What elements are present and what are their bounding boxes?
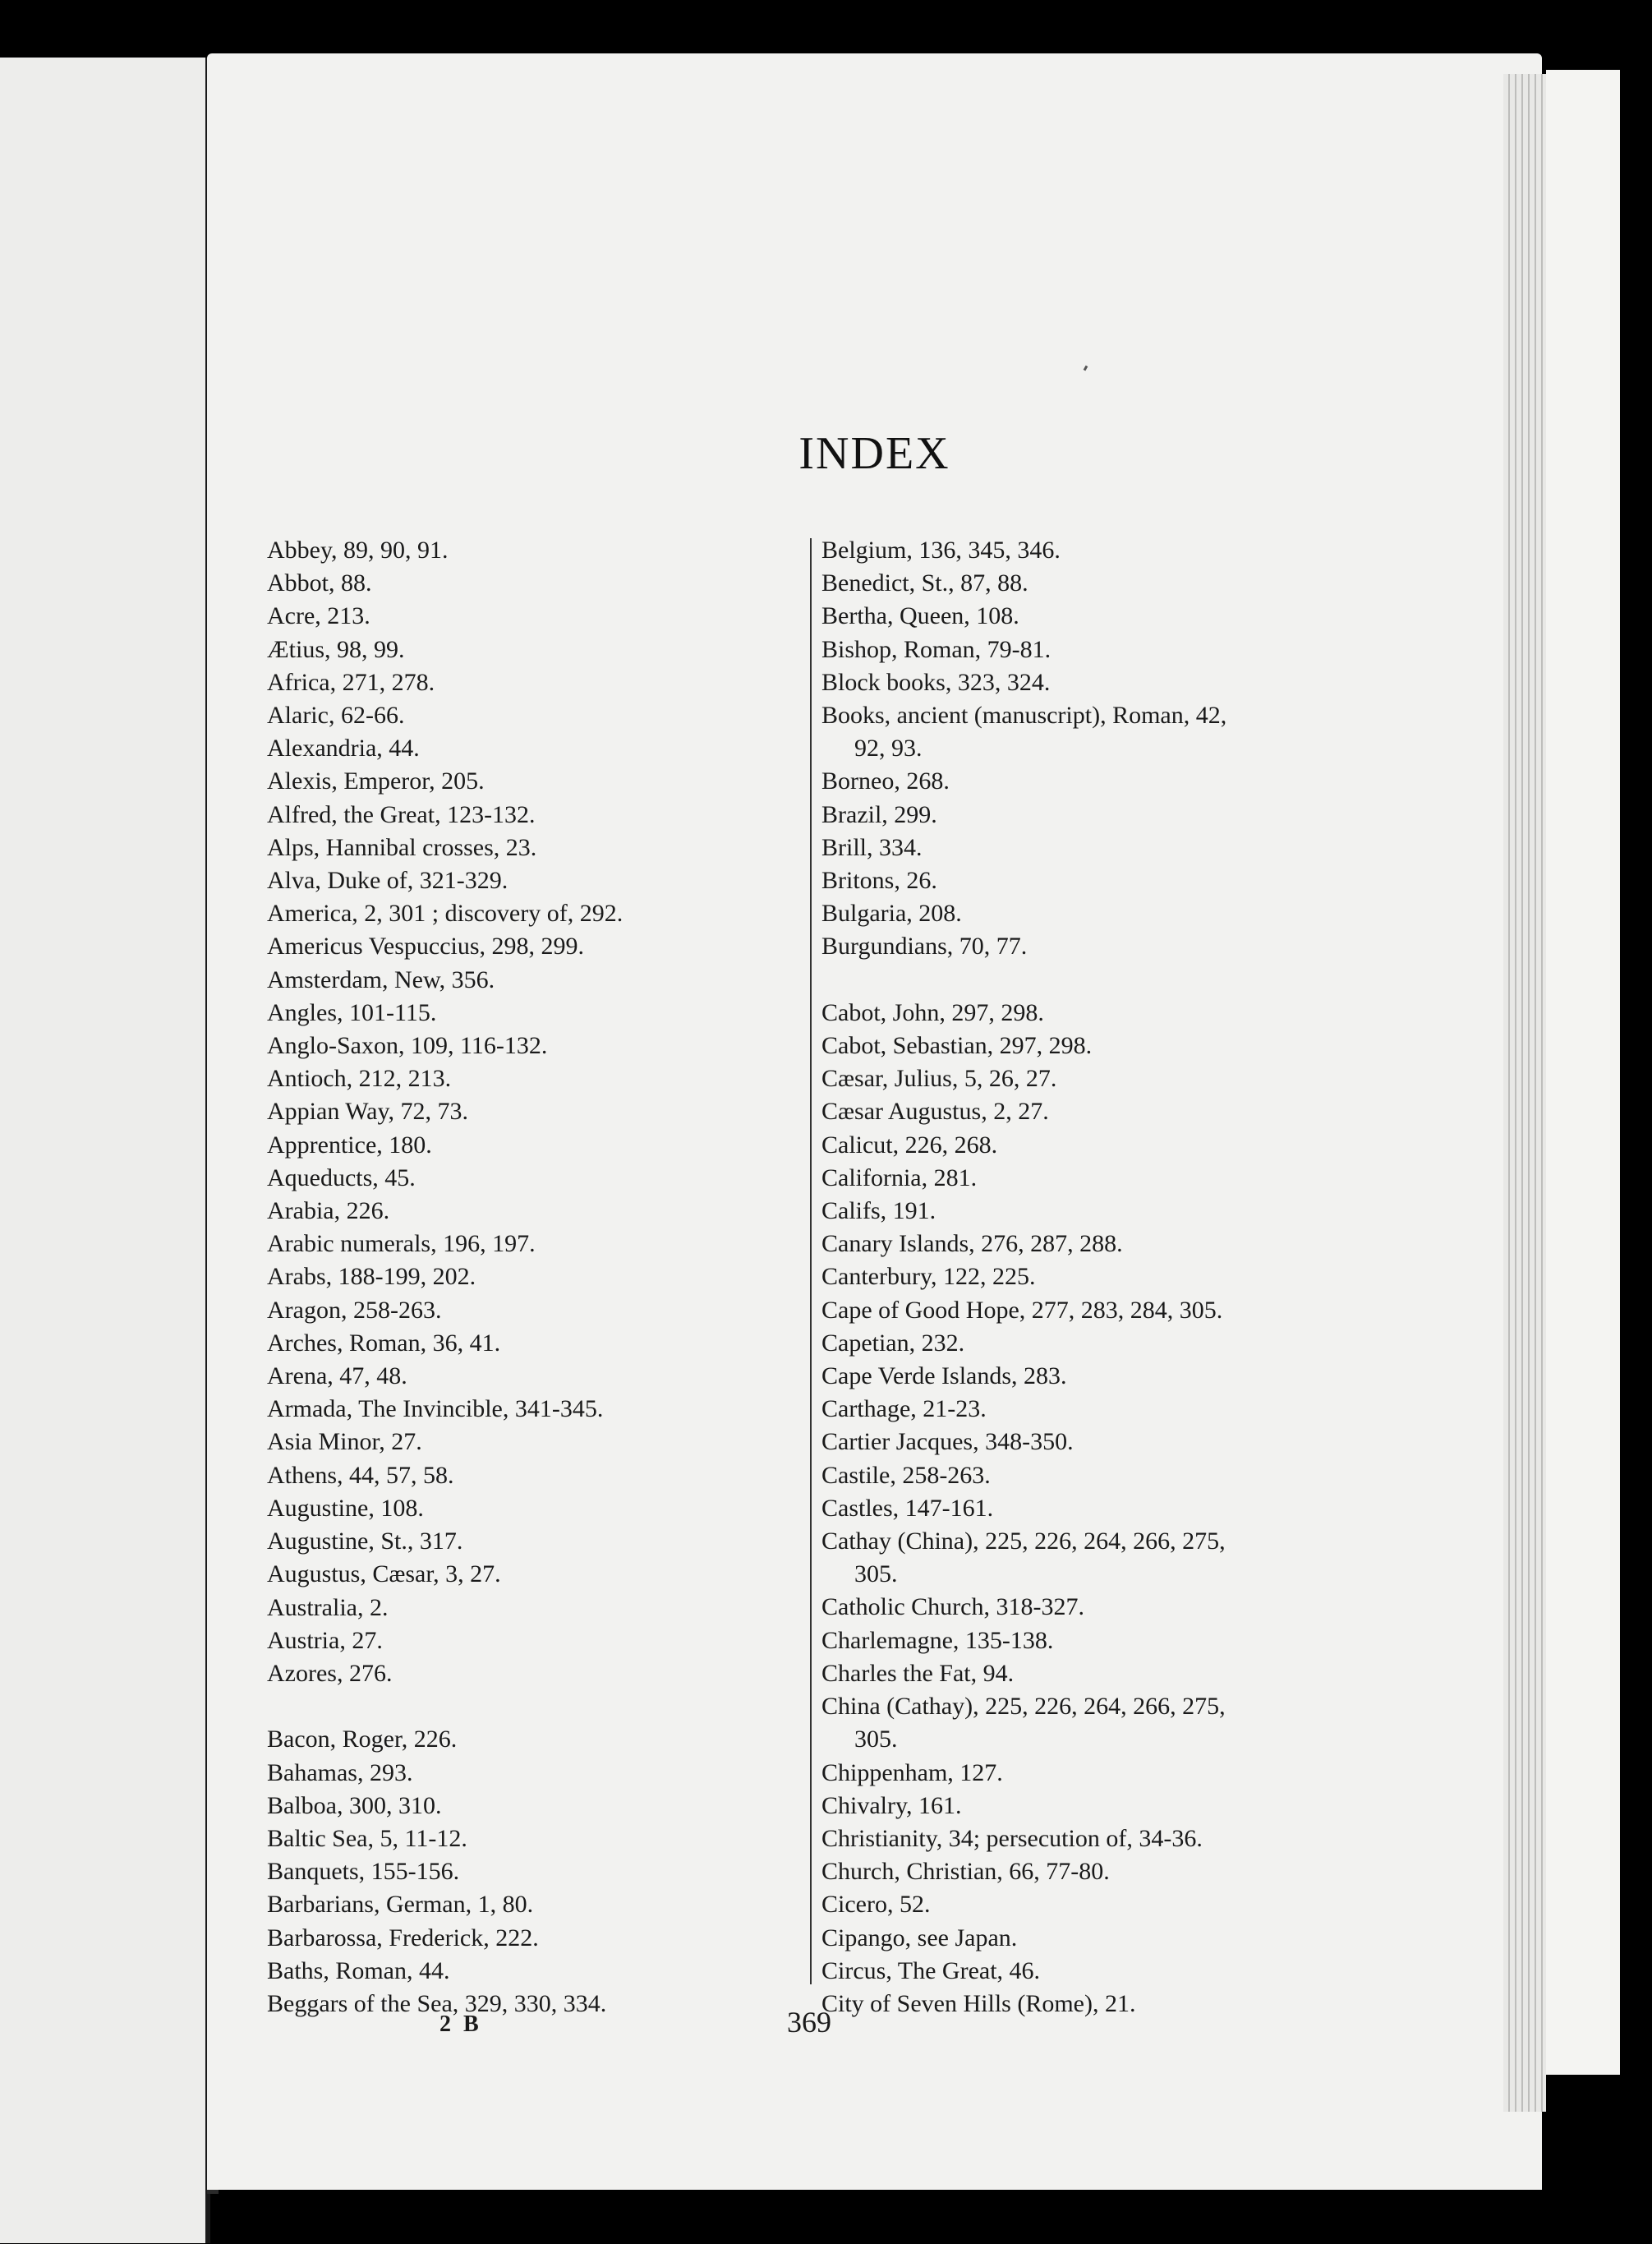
index-entry: Cathay (China), 225, 226, 264, 266, 275, bbox=[821, 1527, 1226, 1555]
index-entry-continuation: 305. bbox=[854, 1560, 898, 1588]
back-cover-edge bbox=[1546, 70, 1620, 2075]
index-entry: Castile, 258-263. bbox=[821, 1461, 991, 1489]
index-entry: Bishop, Roman, 79-81. bbox=[821, 635, 1051, 663]
index-entry: Arabic numerals, 196, 197. bbox=[267, 1230, 536, 1258]
column-divider bbox=[810, 538, 812, 1984]
index-entry: Baths, Roman, 44. bbox=[267, 1956, 450, 1984]
index-entry: Augustine, St., 317. bbox=[267, 1527, 463, 1555]
index-entry: Aragon, 258-263. bbox=[267, 1296, 442, 1324]
index-entry: Aqueducts, 45. bbox=[267, 1163, 416, 1191]
index-entry: Burgundians, 70, 77. bbox=[821, 933, 1028, 961]
index-entry: Califs, 191. bbox=[821, 1197, 936, 1225]
index-entry: Cape of Good Hope, 277, 283, 284, 305. bbox=[821, 1296, 1223, 1324]
facing-page-edge bbox=[0, 58, 210, 2243]
index-entry: Cabot, Sebastian, 297, 298. bbox=[821, 1032, 1093, 1060]
index-column-left bbox=[267, 534, 785, 2021]
index-entry: Alva, Duke of, 321-329. bbox=[267, 867, 508, 895]
index-entry: Brill, 334. bbox=[821, 833, 923, 861]
index-entry: Chippenham, 127. bbox=[821, 1758, 1003, 1786]
index-entry: Arabs, 188-199, 202. bbox=[267, 1263, 476, 1291]
index-entry-continuation: 92, 93. bbox=[854, 735, 923, 763]
index-entry: Barbarians, German, 1, 80. bbox=[267, 1891, 534, 1919]
index-entry: Ætius, 98, 99. bbox=[267, 635, 405, 663]
index-entry: Chivalry, 161. bbox=[821, 1791, 962, 1819]
index-entry: Athens, 44, 57, 58. bbox=[267, 1461, 454, 1489]
index-entry: Cæsar, Julius, 5, 26, 27. bbox=[821, 1065, 1057, 1093]
index-entry: Alaric, 62-66. bbox=[267, 702, 405, 730]
index-entry: Church, Christian, 66, 77-80. bbox=[821, 1858, 1110, 1886]
index-entry: Cabot, John, 297, 298. bbox=[821, 998, 1044, 1026]
index-entry: Asia Minor, 27. bbox=[267, 1428, 422, 1456]
index-entry: Acre, 213. bbox=[267, 602, 370, 630]
index-entry: Angles, 101-115. bbox=[267, 998, 437, 1026]
index-entry: Carthage, 21-23. bbox=[821, 1395, 987, 1423]
index-entry: Cape Verde Islands, 283. bbox=[821, 1362, 1067, 1390]
index-entry: Austria, 27. bbox=[267, 1626, 383, 1654]
section-gap bbox=[821, 964, 1380, 997]
index-entry: California, 281. bbox=[821, 1163, 978, 1191]
index-entry: Abbey, 89, 90, 91. bbox=[267, 537, 449, 564]
index-entry: Balboa, 300, 310. bbox=[267, 1791, 442, 1819]
index-entry: Catholic Church, 318-327. bbox=[821, 1593, 1084, 1621]
index-entry: Britons, 26. bbox=[821, 867, 937, 895]
index-entry: Beggars of the Sea, 329, 330, 334. bbox=[267, 1989, 607, 2017]
index-entry: Africa, 271, 278. bbox=[267, 668, 435, 696]
index-column-right bbox=[821, 534, 1380, 2021]
index-entry: Benedict, St., 87, 88. bbox=[821, 569, 1028, 597]
index-entry: Cæsar Augustus, 2, 27. bbox=[821, 1098, 1049, 1126]
page-title: INDEX bbox=[798, 428, 950, 479]
index-entry: Bacon, Roger, 226. bbox=[267, 1726, 458, 1753]
index-entry: Appian Way, 72, 73. bbox=[267, 1098, 469, 1126]
page-stack-edges bbox=[1503, 74, 1546, 2112]
index-entry: Alexis, Emperor, 205. bbox=[267, 767, 485, 795]
index-entry: Cartier Jacques, 348-350. bbox=[821, 1428, 1074, 1456]
index-entry: Barbarossa, Frederick, 222. bbox=[267, 1924, 539, 1951]
index-entry: Charles the Fat, 94. bbox=[821, 1659, 1015, 1687]
index-entry: Apprentice, 180. bbox=[267, 1131, 432, 1159]
index-entry-continuation: 305. bbox=[854, 1726, 898, 1753]
signature-mark: 2 B bbox=[439, 2011, 482, 2037]
index-entry: City of Seven Hills (Rome), 21. bbox=[821, 1989, 1136, 2017]
index-entry: Belgium, 136, 345, 346. bbox=[821, 537, 1061, 564]
index-entry: Azores, 276. bbox=[267, 1659, 393, 1687]
index-entry: America, 2, 301 ; discovery of, 292. bbox=[267, 900, 624, 928]
index-entry: Americus Vespuccius, 298, 299. bbox=[267, 933, 585, 961]
index-entry: Cipango, see Japan. bbox=[821, 1924, 1018, 1951]
index-entry: Canary Islands, 276, 287, 288. bbox=[821, 1230, 1123, 1258]
index-entry: Alps, Hannibal crosses, 23. bbox=[267, 833, 537, 861]
index-entry: Alfred, the Great, 123-132. bbox=[267, 800, 536, 828]
index-entry: Books, ancient (manuscript), Roman, 42, bbox=[821, 702, 1227, 730]
index-entry: China (Cathay), 225, 226, 264, 266, 275, bbox=[821, 1693, 1226, 1721]
section-gap bbox=[267, 1690, 785, 1723]
index-entry: Bulgaria, 208. bbox=[821, 900, 962, 928]
index-entry: Armada, The Invincible, 341-345. bbox=[267, 1395, 604, 1423]
index-entry: Borneo, 268. bbox=[821, 767, 950, 795]
page-number: 369 bbox=[787, 2006, 831, 2039]
index-entry: Bahamas, 293. bbox=[267, 1758, 413, 1786]
index-entry: Christianity, 34; persecution of, 34-36. bbox=[821, 1824, 1203, 1852]
index-entry: Cicero, 52. bbox=[821, 1891, 931, 1919]
index-entry: Anglo-Saxon, 109, 116-132. bbox=[267, 1032, 548, 1060]
index-entry: Brazil, 299. bbox=[821, 800, 937, 828]
index-entry: Arabia, 226. bbox=[267, 1197, 390, 1225]
index-entry: Baltic Sea, 5, 11-12. bbox=[267, 1824, 467, 1852]
index-entry: Block books, 323, 324. bbox=[821, 668, 1051, 696]
index-entry: Alexandria, 44. bbox=[267, 735, 420, 763]
index-entry: Augustus, Cæsar, 3, 27. bbox=[267, 1560, 501, 1588]
index-entry: Amsterdam, New, 356. bbox=[267, 965, 495, 993]
index-entry: Calicut, 226, 268. bbox=[821, 1131, 998, 1159]
index-entry: Antioch, 212, 213. bbox=[267, 1065, 452, 1093]
index-entry: Abbot, 88. bbox=[267, 569, 372, 597]
index-entry: Augustine, 108. bbox=[267, 1494, 424, 1522]
index-entry: Australia, 2. bbox=[267, 1593, 389, 1621]
index-entry: Capetian, 232. bbox=[821, 1329, 965, 1357]
index-entry: Bertha, Queen, 108. bbox=[821, 602, 1019, 630]
index-entry: Arena, 47, 48. bbox=[267, 1362, 407, 1390]
index-entry: Arches, Roman, 36, 41. bbox=[267, 1329, 501, 1357]
index-entry: Castles, 147-161. bbox=[821, 1494, 994, 1522]
index-entry: Circus, The Great, 46. bbox=[821, 1956, 1041, 1984]
index-entry: Canterbury, 122, 225. bbox=[821, 1263, 1036, 1291]
index-entry: Charlemagne, 135-138. bbox=[821, 1626, 1054, 1654]
index-entry: Banquets, 155-156. bbox=[267, 1858, 460, 1886]
